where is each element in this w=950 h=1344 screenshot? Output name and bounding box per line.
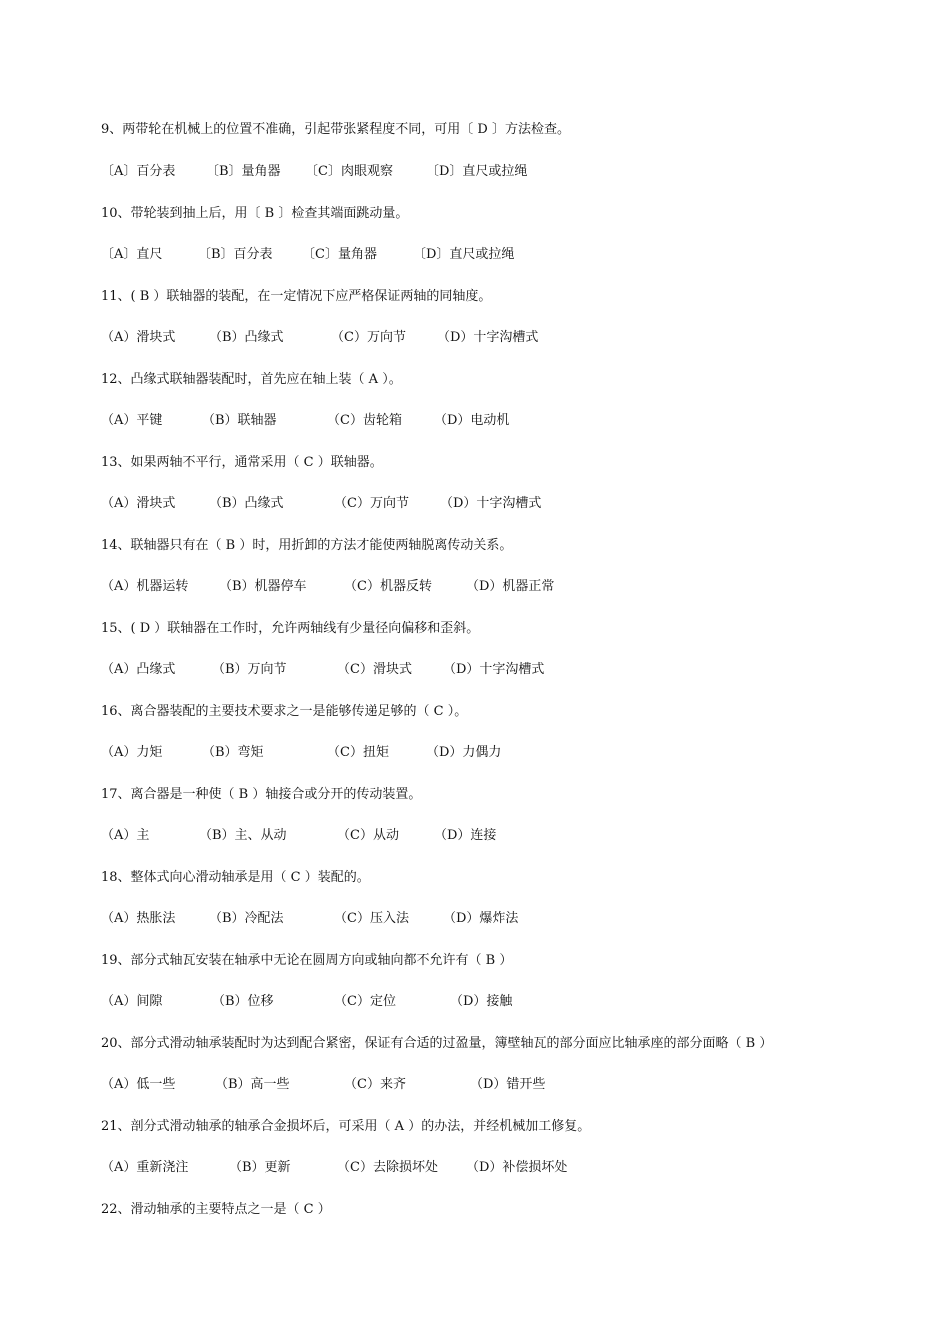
option-c: （C）齿轮箱 — [327, 413, 402, 428]
option-b: （B）凸缘式 — [209, 330, 284, 345]
question-22: 22、滑动轴承的主要特点之一是（ C ） — [101, 1202, 331, 1217]
option-d: （D）十字沟槽式 — [440, 496, 542, 511]
option-b: （B）冷配法 — [209, 911, 284, 926]
option-d: 〔D〕直尺或拉绳 — [413, 247, 515, 262]
option-b: （B）位移 — [212, 994, 274, 1009]
option-a: （A）滑块式 — [101, 496, 176, 511]
option-c: （C）万向节 — [331, 330, 406, 345]
option-b: （B）万向节 — [212, 662, 287, 677]
option-c: 〔C〕量角器 — [302, 247, 377, 262]
option-d: （D）接触 — [450, 994, 513, 1009]
option-c: （C）去除损坏处 — [337, 1160, 438, 1175]
option-b: （B）更新 — [229, 1160, 291, 1175]
option-b: （B）主、从动 — [199, 828, 287, 843]
option-a: （A）热胀法 — [101, 911, 176, 926]
option-c: （C）定位 — [334, 994, 396, 1009]
option-a: （A）间隙 — [101, 994, 163, 1009]
option-a: （A）凸缘式 — [101, 662, 176, 677]
option-a: 〔A〕直尺 — [101, 247, 163, 262]
question-21: 21、剖分式滑动轴承的轴承合金损坏后，可采用（ A ）的办法，并经机械加工修复。 — [101, 1119, 591, 1134]
question-20: 20、部分式滑动轴承装配时为达到配合紧密，保证有合适的过盈量，簿壁轴瓦的部分面应比轴承座的部分面略（ B ） — [101, 1036, 773, 1051]
option-b: （B）联轴器 — [202, 413, 277, 428]
question-18: 18、整体式向心滑动轴承是用（ C ）装配的。 — [101, 870, 370, 885]
option-c: （C）从动 — [337, 828, 399, 843]
option-d: 〔D〕直尺或拉绳 — [426, 164, 528, 179]
option-d: （D）十字沟槽式 — [437, 330, 539, 345]
option-a: （A）力矩 — [101, 745, 163, 760]
question-9: 9、两带轮在机械上的位置不准确，引起带张紧程度不同，可用〔 D 〕方法检查。 — [101, 122, 570, 137]
option-c: （C）来齐 — [344, 1077, 406, 1092]
question-17: 17、离合器是一种使（ B ）轴接合或分开的传动装置。 — [101, 787, 422, 802]
option-b: （B）机器停车 — [219, 579, 307, 594]
option-d: （D）错开些 — [470, 1077, 546, 1092]
question-19: 19、部分式轴瓦安装在轴承中无论在圆周方向或轴向都不允许有（ B ） — [101, 953, 513, 968]
option-d: （D）机器正常 — [466, 579, 555, 594]
option-d: （D）力偶力 — [426, 745, 502, 760]
question-15: 15、( D ）联轴器在工作时，允许两轴线有少量径向偏移和歪斜。 — [101, 621, 480, 636]
option-c: （C）万向节 — [334, 496, 409, 511]
option-a: （A）滑块式 — [101, 330, 176, 345]
option-b: 〔B〕百分表 — [198, 247, 273, 262]
option-a: （A）重新浇注 — [101, 1160, 189, 1175]
option-a: 〔A〕百分表 — [101, 164, 176, 179]
option-d: （D）连接 — [434, 828, 497, 843]
question-10: 10、带轮装到抽上后，用〔 B 〕检查其端面跳动量。 — [101, 206, 409, 221]
option-b: （B）高一些 — [215, 1077, 290, 1092]
option-d: （D）补偿损坏处 — [466, 1160, 568, 1175]
option-a: （A）机器运转 — [101, 579, 189, 594]
option-c: （C）机器反转 — [344, 579, 432, 594]
option-c: （C）压入法 — [334, 911, 409, 926]
question-11: 11、( B ）联轴器的装配，在一定情况下应严格保证两轴的同轴度。 — [101, 289, 492, 304]
option-a: （A）低一些 — [101, 1077, 176, 1092]
question-13: 13、如果两轴不平行，通常采用（ C ）联轴器。 — [101, 455, 383, 470]
question-12: 12、凸缘式联轴器装配时，首先应在轴上装（ A ）。 — [101, 372, 402, 387]
option-c: （C）扭矩 — [327, 745, 389, 760]
option-d: （D）电动机 — [434, 413, 510, 428]
question-16: 16、离合器装配的主要技术要求之一是能够传递足够的（ C ）。 — [101, 704, 468, 719]
option-b: （B）弯矩 — [202, 745, 264, 760]
option-b: （B）凸缘式 — [209, 496, 284, 511]
option-c: 〔C〕肉眼观察 — [305, 164, 393, 179]
option-d: （D）十字沟槽式 — [443, 662, 545, 677]
option-a: （A）主 — [101, 828, 150, 843]
question-14: 14、联轴器只有在（ B ）时，用折卸的方法才能使两轴脱离传动关系。 — [101, 538, 513, 553]
option-b: 〔B〕量角器 — [206, 164, 281, 179]
option-a: （A）平键 — [101, 413, 163, 428]
option-c: （C）滑块式 — [337, 662, 412, 677]
option-d: （D）爆炸法 — [443, 911, 519, 926]
